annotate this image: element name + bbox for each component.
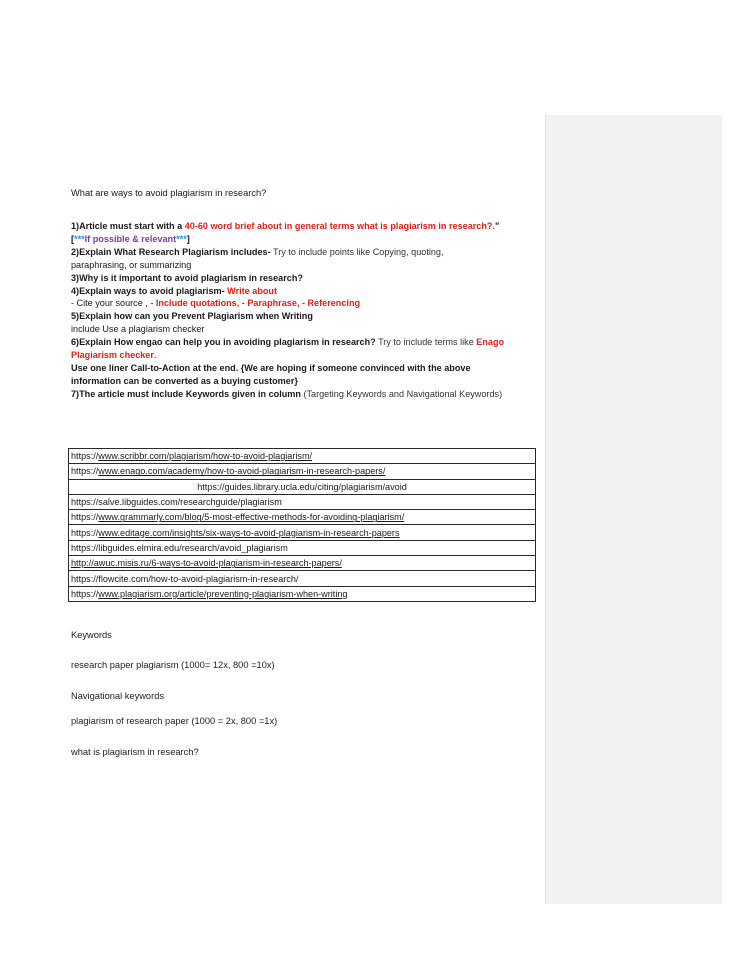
table-row: [69, 586, 536, 601]
brief-instructions: [71, 220, 541, 401]
table-row: [69, 479, 536, 494]
call-to-action-continued: information can be converted as a buying customer}: [71, 375, 298, 386]
reference-link-cell[interactable]: https://www.grammarly.com/blog/5-most-effective-methods-for-avoiding-plagiarism/: [69, 510, 536, 525]
table-row: [69, 510, 536, 525]
reference-link-cell[interactable]: [69, 556, 536, 571]
reference-link-cell[interactable]: https://salve.libguides.com/researchguide/plagiarism: [69, 494, 536, 509]
comment-pane: [545, 115, 722, 904]
reference-link[interactable]: www.plagiarism.org/article/preventing-plagiarism-when-writing: [98, 588, 348, 599]
instruction-2: 2)Explain What Research Plagiarism includes- Try to include points like Copying, quoting,: [71, 246, 444, 257]
navigational-keywords-heading: Navigational keywords: [71, 691, 165, 701]
instruction-6: 6)Explain How engao can help you in avoiding plagiarism in research? Try to include terms like Enago: [71, 337, 505, 348]
reference-link-cell[interactable]: https://www.plagiarism.org/article/preventing-plagiarism-when-writing: [69, 586, 536, 601]
keywords-heading: Keywords: [71, 630, 112, 640]
reference-link[interactable]: www.scribbr.com/plagiarism/how-to-avoid-plagiarism/: [98, 451, 313, 462]
reference-link[interactable]: http://awuc.misis.ru/6-ways-to-avoid-plagiarism-in-research-papers/: [71, 558, 342, 569]
instruction-4-methods: - Cite your source , - Include quotations, - Paraphrase, - Referencing: [71, 298, 361, 309]
reference-link-cell[interactable]: https://www.enago.com/academy/how-to-avoid-plagiarism-in-research-papers/: [69, 464, 536, 479]
reference-link[interactable]: www.grammarly.com/blog/5-most-effective-methods-for-avoiding-plagiarism/: [98, 512, 405, 523]
table-row: [69, 494, 536, 509]
reference-link-cell[interactable]: https://www.scribbr.com/plagiarism/how-to-avoid-plagiarism/: [69, 449, 536, 464]
table-row: [69, 571, 536, 586]
keyword-item: research paper plagiarism (1000= 12x, 800 =10x): [71, 660, 275, 670]
reference-link-cell[interactable]: https://guides.library.ucla.edu/citing/plagiarism/avoid: [69, 479, 536, 494]
reference-link-cell[interactable]: https://www.editage.com/insights/six-ways-to-avoid-plagiarism-in-research-papers: [69, 525, 536, 540]
table-row: [69, 525, 536, 540]
reference-link[interactable]: www.editage.com/insights/six-ways-to-avoid-plagiarism-in-research-papers: [98, 527, 400, 538]
instruction-1: 1)Article must start with a 40-60 word brief about in general terms what is plagiarism in research?.": [71, 221, 500, 231]
table-row: [69, 540, 536, 555]
reference-link-cell[interactable]: https://flowcite.com/how-to-avoid-plagiarism-in-research/: [69, 571, 536, 586]
keyword-item: plagiarism of research paper (1000 = 2x, 800 =1x): [71, 716, 278, 726]
table-row: [69, 464, 536, 479]
table-row: [69, 449, 536, 464]
keyword-item: what is plagiarism in research?: [71, 747, 199, 757]
reference-link-cell[interactable]: https://libguides.elmira.edu/research/avoid_plagiarism: [69, 540, 536, 555]
instruction-5-continued: include Use a plagiarism checker: [71, 324, 205, 335]
document-title: What are ways to avoid plagiarism in research?: [71, 188, 267, 198]
instruction-1-note: [***If possible & relevant***]: [71, 233, 190, 244]
if-possible-note: If possible & relevant: [84, 233, 177, 244]
instruction-2-continued: paraphrasing, or summarizing: [71, 259, 192, 270]
instruction-6-continued: Plagiarism checker.: [71, 350, 157, 361]
instruction-7: 7)The article must include Keywords given in column (Targeting Keywords and Navigational Keywords): [71, 388, 503, 399]
reference-link[interactable]: www.enago.com/academy/how-to-avoid-plagiarism-in-research-papers/: [98, 466, 386, 477]
instruction-3: 3)Why is it important to avoid plagiarism in research?: [71, 272, 303, 283]
call-to-action-instruction: Use one liner Call-to-Action at the end. {We are hoping if someone convinced with the above: [71, 362, 471, 373]
table-row: [69, 556, 536, 571]
instruction-4: 4)Explain ways to avoid plagiarism- Write about: [71, 285, 278, 296]
reference-links-table: [68, 448, 536, 602]
instruction-5: 5)Explain how can you Prevent Plagiarism when Writing: [71, 311, 313, 322]
